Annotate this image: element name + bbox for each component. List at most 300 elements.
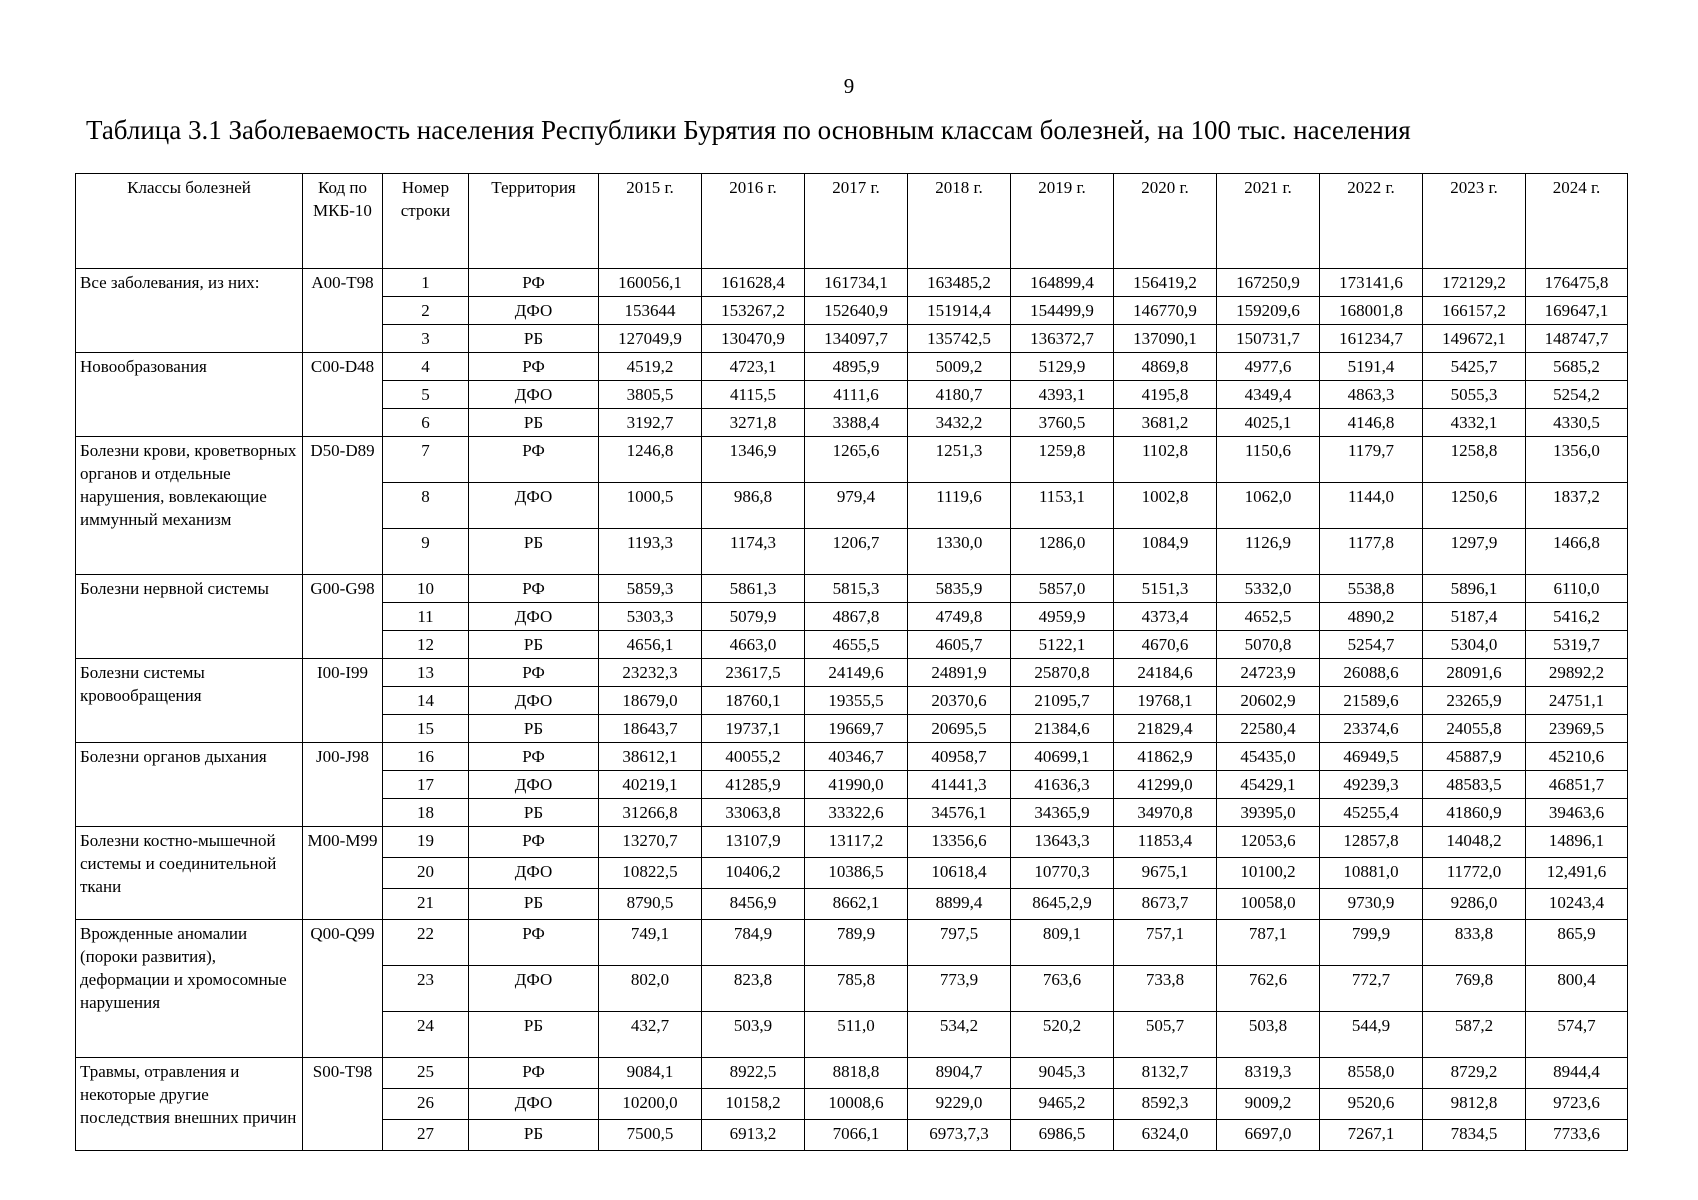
- value-cell: 4332,1: [1423, 409, 1526, 437]
- value-cell: 9520,6: [1320, 1089, 1423, 1120]
- value-cell: 29892,2: [1526, 659, 1628, 687]
- value-cell: 802,0: [599, 966, 702, 1012]
- value-cell: 823,8: [702, 966, 805, 1012]
- value-cell: 5304,0: [1423, 631, 1526, 659]
- value-cell: 149672,1: [1423, 325, 1526, 353]
- value-cell: 5254,2: [1526, 381, 1628, 409]
- value-cell: 48583,5: [1423, 771, 1526, 799]
- value-cell: 8132,7: [1114, 1058, 1217, 1089]
- table-row: [76, 659, 1628, 687]
- value-cell: 10158,2: [702, 1089, 805, 1120]
- icd-code: S00-T98: [303, 1058, 383, 1151]
- value-cell: 4111,6: [805, 381, 908, 409]
- row-number: 4: [383, 353, 469, 381]
- value-cell: 5416,2: [1526, 603, 1628, 631]
- header-year: 2015 г.: [599, 174, 702, 269]
- row-number: 8: [383, 483, 469, 529]
- value-cell: 23232,3: [599, 659, 702, 687]
- value-cell: 152640,9: [805, 297, 908, 325]
- territory: РБ: [469, 1120, 599, 1151]
- value-cell: 10386,5: [805, 858, 908, 889]
- value-cell: 9009,2: [1217, 1089, 1320, 1120]
- value-cell: 14896,1: [1526, 827, 1628, 858]
- disease-class: Травмы, отравления и некоторые другие последствия внешних причин: [76, 1058, 303, 1151]
- value-cell: 1356,0: [1526, 437, 1628, 483]
- value-cell: 5070,8: [1217, 631, 1320, 659]
- header-year: 2016 г.: [702, 174, 805, 269]
- territory: ДФО: [469, 483, 599, 529]
- value-cell: 1258,8: [1423, 437, 1526, 483]
- value-cell: 4723,1: [702, 353, 805, 381]
- table-row: [76, 743, 1628, 771]
- value-cell: 1250,6: [1423, 483, 1526, 529]
- table-title: Таблица 3.1 Заболеваемость населения Республики Бурятия по основным классам болезней, на 100 тыс. населения: [86, 115, 1411, 145]
- value-cell: 40055,2: [702, 743, 805, 771]
- value-cell: 5685,2: [1526, 353, 1628, 381]
- territory: РБ: [469, 529, 599, 575]
- value-cell: 10100,2: [1217, 858, 1320, 889]
- table-row: [76, 575, 1628, 603]
- value-cell: 10200,0: [599, 1089, 702, 1120]
- value-cell: 1153,1: [1011, 483, 1114, 529]
- territory: РФ: [469, 920, 599, 966]
- territory: РФ: [469, 827, 599, 858]
- value-cell: 23374,6: [1320, 715, 1423, 743]
- row-number: 7: [383, 437, 469, 483]
- table-row: [76, 827, 1628, 858]
- value-cell: 164899,4: [1011, 269, 1114, 297]
- value-cell: 503,9: [702, 1012, 805, 1058]
- value-cell: 151914,4: [908, 297, 1011, 325]
- value-cell: 587,2: [1423, 1012, 1526, 1058]
- value-cell: 5538,8: [1320, 575, 1423, 603]
- value-cell: 11853,4: [1114, 827, 1217, 858]
- value-cell: 5191,4: [1320, 353, 1423, 381]
- row-number: 11: [383, 603, 469, 631]
- value-cell: 24055,8: [1423, 715, 1526, 743]
- value-cell: 8818,8: [805, 1058, 908, 1089]
- value-cell: 574,7: [1526, 1012, 1628, 1058]
- value-cell: 13356,6: [908, 827, 1011, 858]
- value-cell: 6110,0: [1526, 575, 1628, 603]
- row-number: 17: [383, 771, 469, 799]
- header-territory: Территория: [469, 174, 599, 269]
- value-cell: 161234,7: [1320, 325, 1423, 353]
- icd-code: I00-I99: [303, 659, 383, 743]
- value-cell: 12857,8: [1320, 827, 1423, 858]
- row-number: 18: [383, 799, 469, 827]
- value-cell: 785,8: [805, 966, 908, 1012]
- header-row: [76, 174, 1628, 269]
- value-cell: 168001,8: [1320, 297, 1423, 325]
- value-cell: 8899,4: [908, 889, 1011, 920]
- value-cell: 26088,6: [1320, 659, 1423, 687]
- value-cell: 6986,5: [1011, 1120, 1114, 1151]
- value-cell: 24149,6: [805, 659, 908, 687]
- value-cell: 153644: [599, 297, 702, 325]
- value-cell: 4180,7: [908, 381, 1011, 409]
- value-cell: 4656,1: [599, 631, 702, 659]
- value-cell: 3760,5: [1011, 409, 1114, 437]
- value-cell: 4349,4: [1217, 381, 1320, 409]
- value-cell: 1286,0: [1011, 529, 1114, 575]
- value-cell: 5857,0: [1011, 575, 1114, 603]
- value-cell: 8729,2: [1423, 1058, 1526, 1089]
- value-cell: 4895,9: [805, 353, 908, 381]
- value-cell: 1084,9: [1114, 529, 1217, 575]
- value-cell: 5425,7: [1423, 353, 1526, 381]
- value-cell: 10881,0: [1320, 858, 1423, 889]
- row-number: 9: [383, 529, 469, 575]
- value-cell: 4025,1: [1217, 409, 1320, 437]
- value-cell: 9812,8: [1423, 1089, 1526, 1120]
- value-cell: 762,6: [1217, 966, 1320, 1012]
- value-cell: 772,7: [1320, 966, 1423, 1012]
- value-cell: 1150,6: [1217, 437, 1320, 483]
- value-cell: 159209,6: [1217, 297, 1320, 325]
- value-cell: 19768,1: [1114, 687, 1217, 715]
- value-cell: 25870,8: [1011, 659, 1114, 687]
- value-cell: 1179,7: [1320, 437, 1423, 483]
- territory: РБ: [469, 715, 599, 743]
- value-cell: 163485,2: [908, 269, 1011, 297]
- value-cell: 8790,5: [599, 889, 702, 920]
- value-cell: 1193,3: [599, 529, 702, 575]
- territory: РБ: [469, 409, 599, 437]
- territory: РБ: [469, 799, 599, 827]
- value-cell: 1206,7: [805, 529, 908, 575]
- row-number: 16: [383, 743, 469, 771]
- value-cell: 41299,0: [1114, 771, 1217, 799]
- page-number: 9: [843, 74, 855, 98]
- value-cell: 1002,8: [1114, 483, 1217, 529]
- value-cell: 503,8: [1217, 1012, 1320, 1058]
- value-cell: 4959,9: [1011, 603, 1114, 631]
- value-cell: 41636,3: [1011, 771, 1114, 799]
- value-cell: 20370,6: [908, 687, 1011, 715]
- value-cell: 3388,4: [805, 409, 908, 437]
- value-cell: 979,4: [805, 483, 908, 529]
- value-cell: 41285,9: [702, 771, 805, 799]
- value-cell: 1174,3: [702, 529, 805, 575]
- value-cell: 511,0: [805, 1012, 908, 1058]
- value-cell: 5122,1: [1011, 631, 1114, 659]
- value-cell: 127049,9: [599, 325, 702, 353]
- row-number: 2: [383, 297, 469, 325]
- value-cell: 18679,0: [599, 687, 702, 715]
- value-cell: 5254,7: [1320, 631, 1423, 659]
- value-cell: 1119,6: [908, 483, 1011, 529]
- value-cell: 8456,9: [702, 889, 805, 920]
- value-cell: 8592,3: [1114, 1089, 1217, 1120]
- territory: РБ: [469, 325, 599, 353]
- value-cell: 7500,5: [599, 1120, 702, 1151]
- value-cell: 9723,6: [1526, 1089, 1628, 1120]
- value-cell: 13270,7: [599, 827, 702, 858]
- value-cell: 5815,3: [805, 575, 908, 603]
- row-number: 21: [383, 889, 469, 920]
- value-cell: 24723,9: [1217, 659, 1320, 687]
- value-cell: 21589,6: [1320, 687, 1423, 715]
- value-cell: 166157,2: [1423, 297, 1526, 325]
- value-cell: 34970,8: [1114, 799, 1217, 827]
- header-code: Код по МКБ-10: [303, 174, 383, 269]
- value-cell: 5303,3: [599, 603, 702, 631]
- disease-class: Болезни крови, кроветворных органов и отдельные нарушения, вовлекающие иммунный механизм: [76, 437, 303, 575]
- value-cell: 153267,2: [702, 297, 805, 325]
- disease-class: Болезни костно-мышечной системы и соединительной ткани: [76, 827, 303, 920]
- row-number: 27: [383, 1120, 469, 1151]
- value-cell: 156419,2: [1114, 269, 1217, 297]
- value-cell: 150731,7: [1217, 325, 1320, 353]
- territory: РФ: [469, 353, 599, 381]
- territory: ДФО: [469, 687, 599, 715]
- value-cell: 39395,0: [1217, 799, 1320, 827]
- value-cell: 33322,6: [805, 799, 908, 827]
- value-cell: 18760,1: [702, 687, 805, 715]
- value-cell: 5151,3: [1114, 575, 1217, 603]
- value-cell: 4977,6: [1217, 353, 1320, 381]
- value-cell: 41862,9: [1114, 743, 1217, 771]
- value-cell: 865,9: [1526, 920, 1628, 966]
- value-cell: 13107,9: [702, 827, 805, 858]
- value-cell: 21095,7: [1011, 687, 1114, 715]
- value-cell: 3271,8: [702, 409, 805, 437]
- icd-code: G00-G98: [303, 575, 383, 659]
- value-cell: 23617,5: [702, 659, 805, 687]
- value-cell: 21384,6: [1011, 715, 1114, 743]
- value-cell: 769,8: [1423, 966, 1526, 1012]
- value-cell: 789,9: [805, 920, 908, 966]
- value-cell: 8922,5: [702, 1058, 805, 1089]
- value-cell: 28091,6: [1423, 659, 1526, 687]
- value-cell: 14048,2: [1423, 827, 1526, 858]
- value-cell: 3192,7: [599, 409, 702, 437]
- header-year: 2023 г.: [1423, 174, 1526, 269]
- value-cell: 5896,1: [1423, 575, 1526, 603]
- row-number: 25: [383, 1058, 469, 1089]
- territory: РФ: [469, 575, 599, 603]
- value-cell: 4890,2: [1320, 603, 1423, 631]
- value-cell: 733,8: [1114, 966, 1217, 1012]
- value-cell: 46851,7: [1526, 771, 1628, 799]
- value-cell: 3805,5: [599, 381, 702, 409]
- value-cell: 45210,6: [1526, 743, 1628, 771]
- value-cell: 167250,9: [1217, 269, 1320, 297]
- value-cell: 4869,8: [1114, 353, 1217, 381]
- value-cell: 749,1: [599, 920, 702, 966]
- value-cell: 10822,5: [599, 858, 702, 889]
- icd-code: J00-J98: [303, 743, 383, 827]
- territory: РБ: [469, 889, 599, 920]
- territory: ДФО: [469, 771, 599, 799]
- value-cell: 4115,5: [702, 381, 805, 409]
- value-cell: 34365,9: [1011, 799, 1114, 827]
- value-cell: 23969,5: [1526, 715, 1628, 743]
- icd-code: M00-M99: [303, 827, 383, 920]
- row-number: 19: [383, 827, 469, 858]
- value-cell: 1177,8: [1320, 529, 1423, 575]
- value-cell: 10008,6: [805, 1089, 908, 1120]
- value-cell: 8319,3: [1217, 1058, 1320, 1089]
- disease-class: Болезни системы кровообращения: [76, 659, 303, 743]
- icd-code: D50-D89: [303, 437, 383, 575]
- icd-code: Q00-Q99: [303, 920, 383, 1058]
- value-cell: 11772,0: [1423, 858, 1526, 889]
- value-cell: 799,9: [1320, 920, 1423, 966]
- row-number: 12: [383, 631, 469, 659]
- value-cell: 7834,5: [1423, 1120, 1526, 1151]
- value-cell: 3432,2: [908, 409, 1011, 437]
- value-cell: 8673,7: [1114, 889, 1217, 920]
- row-number: 5: [383, 381, 469, 409]
- value-cell: 148747,7: [1526, 325, 1628, 353]
- value-cell: 4670,6: [1114, 631, 1217, 659]
- value-cell: 137090,1: [1114, 325, 1217, 353]
- territory: РФ: [469, 659, 599, 687]
- value-cell: 797,5: [908, 920, 1011, 966]
- value-cell: 505,7: [1114, 1012, 1217, 1058]
- value-cell: 13117,2: [805, 827, 908, 858]
- value-cell: 130470,9: [702, 325, 805, 353]
- value-cell: 534,2: [908, 1012, 1011, 1058]
- value-cell: 763,6: [1011, 966, 1114, 1012]
- value-cell: 1259,8: [1011, 437, 1114, 483]
- value-cell: 13643,3: [1011, 827, 1114, 858]
- value-cell: 7066,1: [805, 1120, 908, 1151]
- value-cell: 4393,1: [1011, 381, 1114, 409]
- value-cell: 1126,9: [1217, 529, 1320, 575]
- value-cell: 1246,8: [599, 437, 702, 483]
- value-cell: 19737,1: [702, 715, 805, 743]
- value-cell: 6324,0: [1114, 1120, 1217, 1151]
- value-cell: 4519,2: [599, 353, 702, 381]
- value-cell: 45429,1: [1217, 771, 1320, 799]
- value-cell: 9465,2: [1011, 1089, 1114, 1120]
- table-row: [76, 920, 1628, 966]
- value-cell: 5332,0: [1217, 575, 1320, 603]
- value-cell: 544,9: [1320, 1012, 1423, 1058]
- disease-class: Врожденные аномалии (пороки развития), деформации и хромосомные нарушения: [76, 920, 303, 1058]
- value-cell: 10243,4: [1526, 889, 1628, 920]
- disease-class: Болезни органов дыхания: [76, 743, 303, 827]
- value-cell: 8904,7: [908, 1058, 1011, 1089]
- row-number: 3: [383, 325, 469, 353]
- value-cell: 1102,8: [1114, 437, 1217, 483]
- territory: ДФО: [469, 966, 599, 1012]
- value-cell: 24184,6: [1114, 659, 1217, 687]
- value-cell: 1000,5: [599, 483, 702, 529]
- table-row: [76, 269, 1628, 297]
- value-cell: 1297,9: [1423, 529, 1526, 575]
- territory: РФ: [469, 269, 599, 297]
- value-cell: 5009,2: [908, 353, 1011, 381]
- value-cell: 45255,4: [1320, 799, 1423, 827]
- disease-class: Все заболевания, из них:: [76, 269, 303, 353]
- value-cell: 169647,1: [1526, 297, 1628, 325]
- value-cell: 4655,5: [805, 631, 908, 659]
- value-cell: 40958,7: [908, 743, 1011, 771]
- value-cell: 5319,7: [1526, 631, 1628, 659]
- territory: РФ: [469, 1058, 599, 1089]
- icd-code: A00-T98: [303, 269, 383, 353]
- value-cell: 10058,0: [1217, 889, 1320, 920]
- value-cell: 1346,9: [702, 437, 805, 483]
- value-cell: 520,2: [1011, 1012, 1114, 1058]
- territory: ДФО: [469, 603, 599, 631]
- table-row: [76, 353, 1628, 381]
- value-cell: 1330,0: [908, 529, 1011, 575]
- header-class: Классы болезней: [76, 174, 303, 269]
- value-cell: 161628,4: [702, 269, 805, 297]
- header-year: 2019 г.: [1011, 174, 1114, 269]
- territory: РБ: [469, 631, 599, 659]
- value-cell: 784,9: [702, 920, 805, 966]
- row-number: 1: [383, 269, 469, 297]
- value-cell: 172129,2: [1423, 269, 1526, 297]
- value-cell: 1837,2: [1526, 483, 1628, 529]
- value-cell: 6697,0: [1217, 1120, 1320, 1151]
- morbidity-table: [75, 173, 1628, 1151]
- value-cell: 1265,6: [805, 437, 908, 483]
- territory: ДФО: [469, 381, 599, 409]
- value-cell: 8944,4: [1526, 1058, 1628, 1089]
- value-cell: 757,1: [1114, 920, 1217, 966]
- header-year: 2018 г.: [908, 174, 1011, 269]
- value-cell: 154499,9: [1011, 297, 1114, 325]
- value-cell: 161734,1: [805, 269, 908, 297]
- value-cell: 4195,8: [1114, 381, 1217, 409]
- value-cell: 800,4: [1526, 966, 1628, 1012]
- value-cell: 24891,9: [908, 659, 1011, 687]
- value-cell: 9675,1: [1114, 858, 1217, 889]
- value-cell: 7267,1: [1320, 1120, 1423, 1151]
- row-number: 14: [383, 687, 469, 715]
- value-cell: 9229,0: [908, 1089, 1011, 1120]
- value-cell: 9286,0: [1423, 889, 1526, 920]
- value-cell: 40219,1: [599, 771, 702, 799]
- value-cell: 176475,8: [1526, 269, 1628, 297]
- value-cell: 49239,3: [1320, 771, 1423, 799]
- value-cell: 1062,0: [1217, 483, 1320, 529]
- table-row: [76, 1058, 1628, 1089]
- value-cell: 41860,9: [1423, 799, 1526, 827]
- header-year: 2020 г.: [1114, 174, 1217, 269]
- value-cell: 773,9: [908, 966, 1011, 1012]
- value-cell: 9084,1: [599, 1058, 702, 1089]
- value-cell: 46949,5: [1320, 743, 1423, 771]
- value-cell: 1144,0: [1320, 483, 1423, 529]
- row-number: 20: [383, 858, 469, 889]
- value-cell: 5187,4: [1423, 603, 1526, 631]
- value-cell: 5055,3: [1423, 381, 1526, 409]
- table-row: [76, 437, 1628, 483]
- value-cell: 33063,8: [702, 799, 805, 827]
- header-year: 2022 г.: [1320, 174, 1423, 269]
- value-cell: 5129,9: [1011, 353, 1114, 381]
- value-cell: 1466,8: [1526, 529, 1628, 575]
- disease-class: Болезни нервной системы: [76, 575, 303, 659]
- value-cell: 34576,1: [908, 799, 1011, 827]
- disease-class: Новообразования: [76, 353, 303, 437]
- value-cell: 986,8: [702, 483, 805, 529]
- territory: РФ: [469, 437, 599, 483]
- value-cell: 787,1: [1217, 920, 1320, 966]
- value-cell: 8558,0: [1320, 1058, 1423, 1089]
- territory: ДФО: [469, 297, 599, 325]
- value-cell: 8645,2,9: [1011, 889, 1114, 920]
- value-cell: 39463,6: [1526, 799, 1628, 827]
